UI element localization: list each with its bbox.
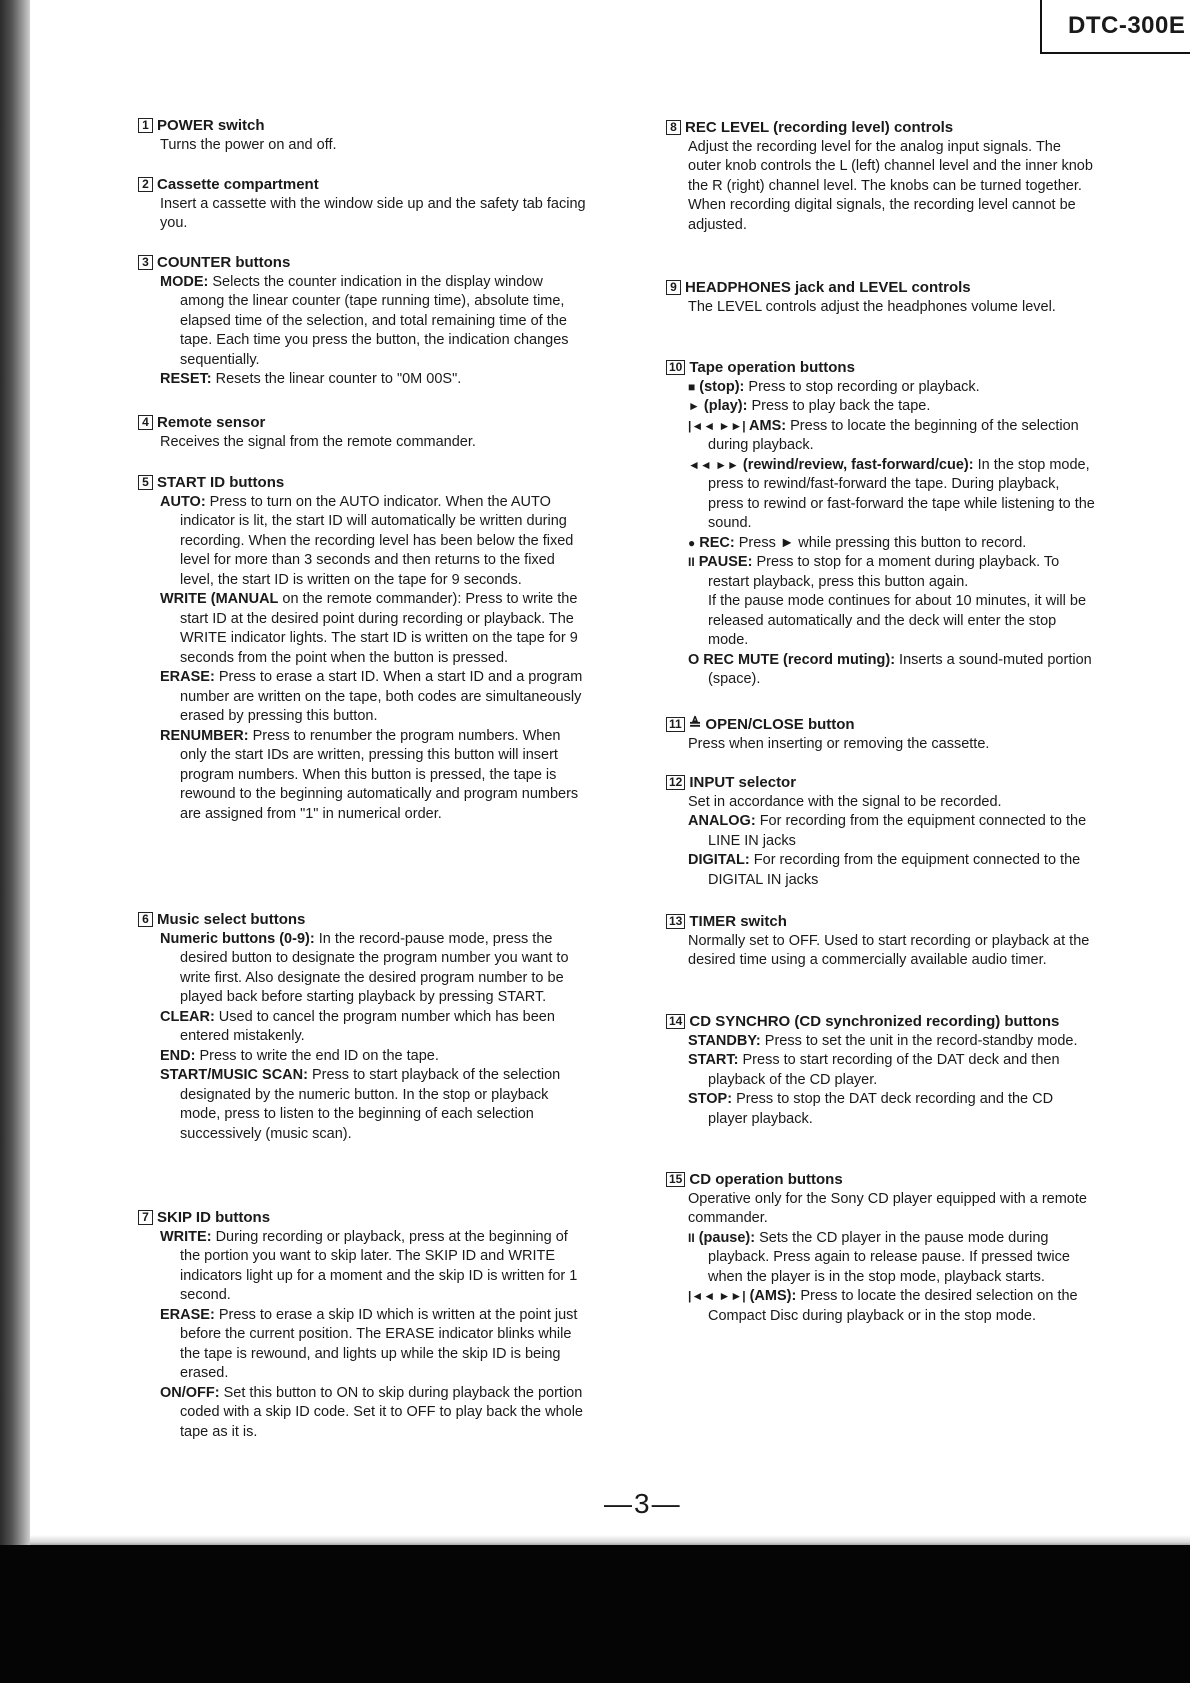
- section-number: 5: [138, 475, 153, 490]
- section-number: 8: [666, 120, 681, 135]
- list-item: [160, 590, 588, 668]
- section-counter-buttons: [138, 253, 588, 390]
- item-label: (pause):: [694, 1229, 756, 1246]
- paragraph: When recording digital signals, the recording level cannot be adjusted.: [688, 197, 1076, 233]
- item-text: Press to turn on the AUTO indicator. When the AUTO indicator is lit, the start ID will automatically be written during recording. When the recording level has been below the fixed level for more than 3 seconds and then returns to the fixed level, the start ID is written on the tape for 9 seconds.: [180, 493, 574, 588]
- list-item: [160, 668, 588, 727]
- item-label: PAUSE:: [694, 554, 753, 570]
- item-label: ON/OFF:: [160, 1384, 220, 1401]
- item-text: In the record-pause mode, press the desired button to designate the program number you want to write first. Also designate the desired program number to be played back before starting playback by pressing START.: [180, 930, 569, 1005]
- section-number: 14: [666, 1014, 685, 1029]
- item-text: Press to erase a skip ID which is written at the point just before the current position. The ERASE indicator blinks while the tape is rewound, and lights up while the skip ID is being erased.: [180, 1306, 578, 1381]
- pause-icon: II: [688, 555, 695, 569]
- item-text: For recording from the equipment connected to the DIGITAL IN jacks: [708, 852, 1081, 888]
- item-text: Press to locate the desired selection on the Compact Disc during playback or in the stop mode.: [708, 1288, 1078, 1324]
- section-heading: [138, 473, 588, 493]
- item-label: CLEAR:: [160, 1008, 215, 1025]
- item-text: Press to write the end ID on the tape.: [195, 1047, 439, 1064]
- section-skip-id-buttons: [138, 1208, 588, 1442]
- section-cassette-compartment: [138, 175, 588, 234]
- list-item: [688, 1051, 1096, 1090]
- item-label: (stop):: [695, 378, 745, 395]
- list-item: [160, 370, 588, 390]
- section-number: 3: [138, 255, 153, 270]
- item-label: REC:: [695, 534, 735, 551]
- section-text: The LEVEL controls adjust the headphones volume level.: [688, 298, 1056, 315]
- list-item: [160, 1306, 588, 1384]
- item-text: Press to start recording of the DAT deck and then playback of the CD player.: [708, 1052, 1060, 1088]
- section-title: REC LEVEL (recording level) controls: [685, 119, 954, 136]
- stop-icon: ■: [688, 379, 696, 394]
- ams-skip-icon: |◄◄ ►►|: [688, 1289, 746, 1303]
- list-item: [160, 1384, 588, 1443]
- item-label: START/MUSIC SCAN:: [160, 1067, 308, 1083]
- item-label: (rewind/review, fast-forward/cue):: [738, 456, 974, 473]
- section-headphones-jack: [666, 278, 1096, 317]
- model-header-box: [1040, 0, 1190, 54]
- item-text: During recording or playback, press at the beginning of the portion you want to skip later. The SKIP ID and WRITE indicators light up for a moment and the skip ID is written for 1 second.: [180, 1228, 578, 1303]
- section-remote-sensor: [138, 413, 588, 452]
- section-heading: [666, 912, 1096, 932]
- section-number: 13: [666, 914, 685, 929]
- section-number: 1: [138, 118, 153, 133]
- section-title: HEADPHONES jack and LEVEL controls: [685, 279, 971, 296]
- section-title: Cassette compartment: [157, 176, 319, 193]
- list-item: [160, 727, 588, 825]
- section-title: CD operation buttons: [689, 1171, 843, 1188]
- paragraph: Set in accordance with the signal to be recorded.: [688, 793, 1002, 810]
- item-label: DIGITAL:: [688, 852, 750, 868]
- section-number: 15: [666, 1172, 685, 1187]
- section-heading: [138, 175, 588, 195]
- page-number: —3—: [604, 1488, 682, 1519]
- section-body: [666, 138, 1096, 236]
- pause-icon: II: [688, 1230, 695, 1245]
- list-item: [160, 493, 588, 591]
- item-text: Press to renumber the program numbers. When only the start IDs are written, pressing this button will insert program numbers. When this button is pressed, the tape is rewound to the beginning automatically and program numbers are assigned from "1" in numerical order.: [180, 727, 579, 822]
- item-label: REC MUTE (record muting):: [699, 651, 896, 668]
- section-music-select-buttons: [138, 910, 588, 1144]
- item-label: Numeric buttons (0-9):: [160, 930, 315, 947]
- section-heading: [666, 118, 1096, 138]
- section-title: Tape operation buttons: [689, 359, 855, 376]
- rewind-forward-icon: ◄◄ ►►: [688, 457, 739, 472]
- item-text: Press to stop for a moment during playback. To restart playback, press this button again.: [708, 554, 1060, 590]
- list-item: [160, 1066, 588, 1144]
- paragraph: Operative only for the Sony CD player equipped with a remote commander.: [688, 1190, 1087, 1226]
- section-title: COUNTER buttons: [157, 254, 291, 271]
- list-item: [688, 1090, 1096, 1129]
- item-text: Sets the CD player in the pause mode during playback. Press again to release pause. If pressed twice when the player is in the stop mode, playback starts.: [708, 1229, 1070, 1285]
- list-item: [688, 378, 1096, 398]
- section-body: [666, 1190, 1096, 1327]
- record-icon: ●: [688, 535, 696, 550]
- section-title: SKIP ID buttons: [157, 1209, 271, 1226]
- section-tape-operation-buttons: [666, 358, 1096, 690]
- item-text: Press to play back the tape.: [747, 398, 931, 414]
- section-body: [138, 1228, 588, 1443]
- section-timer-switch: [666, 912, 1096, 971]
- item-text: For recording from the equipment connected to the LINE IN jacks: [708, 813, 1087, 849]
- item-text: Press to start playback of the selection designated by the numeric button. In the stop or playback mode, press to listen to the beginning of each selection successively (music scan).: [180, 1067, 561, 1142]
- section-heading: [666, 358, 1096, 378]
- item-label: AMS:: [745, 417, 787, 434]
- section-text: Insert a cassette with the window side up and the safety tab facing you.: [160, 195, 586, 231]
- item-text: Press to set the unit in the record-standby mode.: [760, 1032, 1078, 1049]
- play-icon: ►: [688, 399, 700, 413]
- paragraph: Adjust the recording level for the analog input signals. The outer knob controls the L (left) channel level and the inner knob the R (right) channel level. The knobs can be turned together.: [688, 138, 1093, 194]
- section-cd-synchro-buttons: [666, 1012, 1096, 1129]
- item-text: Resets the linear counter to "0M 00S".: [211, 371, 462, 387]
- list-item: [160, 1008, 588, 1047]
- section-body: [138, 493, 588, 825]
- list-item: [688, 812, 1096, 851]
- item-text: Press to stop the DAT deck recording and the CD player playback.: [708, 1091, 1054, 1127]
- section-number: 9: [666, 280, 681, 295]
- section-number: 2: [138, 177, 153, 192]
- section-heading: [666, 1170, 1096, 1190]
- scan-bottom-border: [0, 1545, 1190, 1683]
- section-heading: [666, 773, 1096, 793]
- item-label: RESET:: [160, 371, 212, 387]
- section-open-close-button: [666, 715, 1096, 754]
- item-label: STOP:: [688, 1091, 733, 1107]
- list-item: [688, 456, 1096, 534]
- item-label: ERASE:: [160, 1306, 215, 1323]
- item-label: WRITE (MANUAL: [160, 591, 279, 607]
- item-label: ERASE:: [160, 669, 215, 685]
- rec-mute-icon: O: [688, 651, 700, 668]
- section-heading: [138, 910, 588, 930]
- section-number: 11: [666, 717, 685, 732]
- scan-left-edge: [0, 0, 30, 1683]
- item-label: RENUMBER:: [160, 727, 249, 744]
- section-heading: [138, 1208, 588, 1228]
- section-body: [138, 273, 588, 390]
- list-item: [688, 1032, 1096, 1052]
- item-label: (AMS):: [745, 1288, 797, 1304]
- item-label: (play):: [699, 398, 748, 414]
- section-number: 4: [138, 415, 153, 430]
- section-text: Normally set to OFF. Used to start recording or playback at the desired time using a commercially available audio timer.: [688, 932, 1090, 968]
- item-text: Press to erase a start ID. When a start ID and a program number are written on the tape, both codes are simultaneously erased by pressing this button.: [180, 669, 583, 724]
- section-text: Turns the power on and off.: [160, 136, 337, 153]
- section-heading: [138, 413, 588, 433]
- list-item: [688, 1229, 1096, 1288]
- section-heading: [666, 715, 1096, 735]
- item-extra: If the pause mode continues for about 10 minutes, it will be released automatically and the deck will enter the stop mode.: [708, 593, 1087, 648]
- section-heading: [666, 1012, 1096, 1032]
- item-label: END:: [160, 1047, 196, 1064]
- ams-skip-icon: |◄◄ ►►|: [688, 418, 746, 433]
- section-number: 7: [138, 1210, 153, 1225]
- section-title: INPUT selector: [689, 774, 797, 791]
- item-text: Inserts a sound-muted portion (space).: [708, 651, 1092, 687]
- section-title: ≜ OPEN/CLOSE button: [688, 716, 855, 733]
- item-label: ANALOG:: [688, 813, 756, 829]
- item-label: MODE:: [160, 273, 209, 290]
- section-title: Music select buttons: [157, 911, 306, 928]
- section-title: Remote sensor: [157, 414, 266, 431]
- list-item: [688, 397, 1096, 417]
- section-title: CD SYNCHRO (CD synchronized recording) buttons: [689, 1013, 1060, 1030]
- item-text: Press ► while pressing this button to record.: [734, 534, 1027, 551]
- item-text: Press to locate the beginning of the selection during playback.: [708, 417, 1079, 453]
- section-number: 10: [666, 360, 685, 375]
- section-body: [666, 1032, 1096, 1130]
- list-item: [688, 553, 1096, 651]
- item-text: Selects the counter indication in the display window among the linear counter (tape running time), absolute time, elapsed time of the selection, and total remaining time of the tape. Each time you press the button, the indication changes sequentially.: [180, 273, 569, 368]
- list-item: [688, 851, 1096, 890]
- list-item: [688, 1287, 1096, 1326]
- list-item: [688, 651, 1096, 690]
- section-title: POWER switch: [157, 117, 265, 134]
- section-heading: [138, 253, 588, 273]
- list-item: [160, 273, 588, 371]
- item-label: AUTO:: [160, 493, 206, 510]
- list-item: [688, 417, 1096, 456]
- section-input-selector: [666, 773, 1096, 890]
- item-text: on the remote commander): Press to write the start ID at the desired point during recording or playback. The WRITE indicator lights. The start ID is written on the tape for 9 seconds from the point when the button is pressed.: [180, 591, 578, 666]
- list-item: [160, 1228, 588, 1306]
- section-text: Receives the signal from the remote commander.: [160, 433, 476, 450]
- section-number: 12: [666, 775, 685, 790]
- section-cd-operation-buttons: [666, 1170, 1096, 1326]
- list-item: [160, 1047, 588, 1067]
- section-heading: [138, 116, 588, 136]
- model-number: DTC-300E: [1068, 12, 1186, 39]
- list-item: [688, 534, 1096, 554]
- item-text: Set this button to ON to skip during playback the portion coded with a skip ID code. Set it to OFF to play back the whole tape as it is.: [180, 1384, 583, 1440]
- section-body: [666, 378, 1096, 690]
- section-body: [666, 793, 1096, 891]
- section-text: Press when inserting or removing the cassette.: [688, 735, 990, 752]
- item-text: Press to stop recording or playback.: [744, 378, 980, 395]
- section-title: START ID buttons: [157, 474, 285, 491]
- section-number: 6: [138, 912, 153, 927]
- section-rec-level-controls: [666, 118, 1096, 235]
- section-title: TIMER switch: [689, 913, 787, 930]
- section-heading: [666, 278, 1096, 298]
- item-text: In the stop mode, press to rewind/fast-forward the tape. During playback, press to rewind or fast-forward the tape while listening to the sound.: [708, 456, 1095, 531]
- section-start-id-buttons: [138, 473, 588, 824]
- item-label: WRITE:: [160, 1228, 212, 1245]
- list-item: [160, 930, 588, 1008]
- section-power-switch: [138, 116, 588, 155]
- item-text: Used to cancel the program number which has been entered mistakenly.: [180, 1008, 555, 1044]
- item-label: STANDBY:: [688, 1032, 761, 1049]
- section-body: [138, 930, 588, 1145]
- item-label: START:: [688, 1052, 739, 1068]
